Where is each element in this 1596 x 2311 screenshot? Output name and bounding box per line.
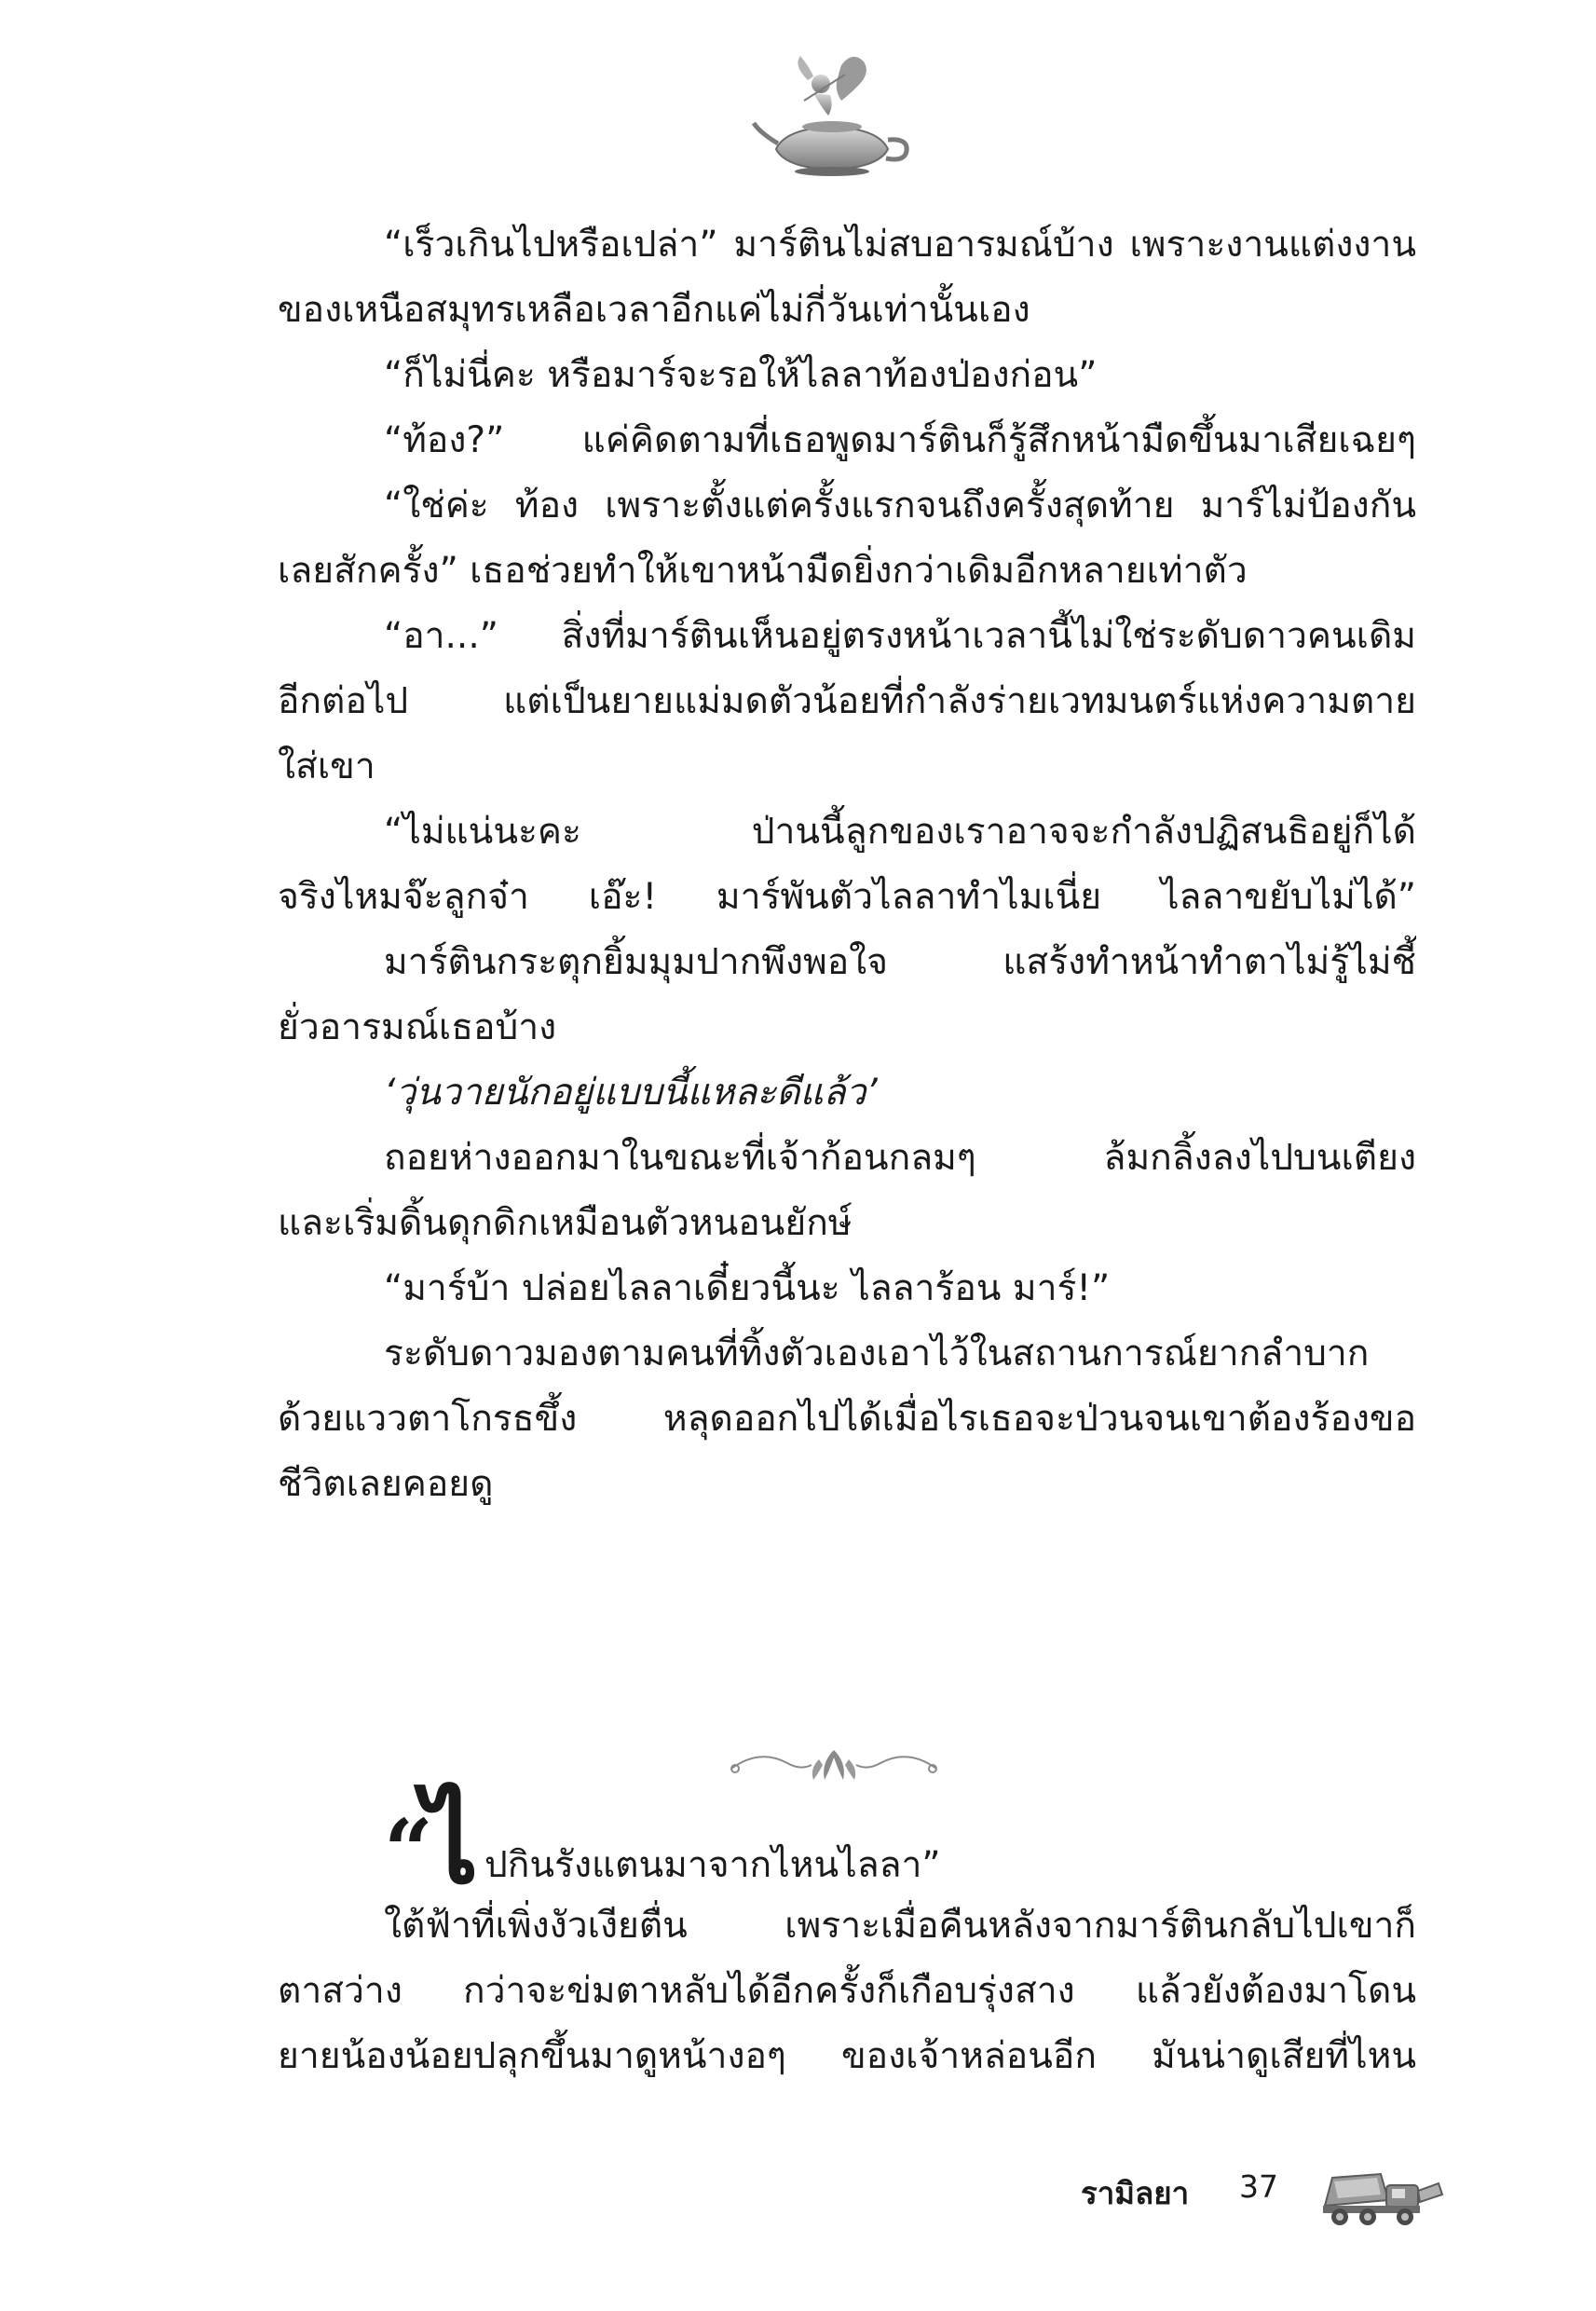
truck-icon	[1316, 2157, 1446, 2232]
text-line-4: “ใช่ค่ะ ท้อง เพราะตั้งแต่ครั้งแรกจนถึงครั้งสุดท้าย มาร์ไม่ป้องกัน	[384, 485, 1416, 526]
dropcap-quote: “	[384, 1800, 433, 1901]
text-line-continued-0: ใต้ฟ้าที่เพิ่งงัวเงียตื่น เพราะเมื่อคืนหลังจากมาร์ตินกลับไปเขาก็	[384, 1905, 1416, 1947]
dropcap-rest-text: ปกินรังแตนมาจากไหนไลลา”	[484, 1844, 941, 1886]
page-number: 37	[1239, 2168, 1278, 2205]
text-line-19: ชีวิตเลยคอยดู	[278, 1463, 494, 1505]
text-line-16: “มาร์บ้า ปล่อยไลลาเดี๋ยวนี้นะ ไลลาร้อน มาร์!”	[384, 1267, 1111, 1309]
text-line-8: ใส่เขา	[278, 745, 375, 787]
text-line-14: ถอยห่างออกมาในขณะที่เจ้าก้อนกลมๆ ล้มกลิ้งลงไปบนเตียง	[384, 1137, 1416, 1179]
text-line-0: “เร็วเกินไปหรือเปล่า” มาร์ตินไม่สบอารมณ์บ้าง เพราะงานแต่งงาน	[384, 224, 1416, 266]
text-line-continued-1: ตาสว่าง กว่าจะข่มตาหลับได้อีกครั้งก็เกือบรุ่งสาง แล้วยังต้องมาโดน	[278, 1970, 1416, 2012]
text-line-9: “ไม่แน่นะคะ ป่านนี้ลูกของเราอาจจะกำลังปฏิสนธิอยู่ก็ได้	[384, 811, 1416, 853]
text-line-17: ระดับดาวมองตามคนที่ทิ้งตัวเองเอาไว้ในสถานการณ์ยากลำบาก	[384, 1333, 1370, 1374]
text-line-13: ‘วุ่นวายนักอยู่แบบนี้แหละดีแล้ว’	[384, 1072, 878, 1114]
body-text	[278, 212, 1416, 1517]
text-line-12: ยั่วอารมณ์เธอบ้าง	[278, 1006, 557, 1048]
dropcap-line	[384, 1779, 1409, 1908]
text-line-6: “อา...” สิ่งที่มาร์ตินเห็นอยู่ตรงหน้าเวลานี้ไม่ใช่ระดับดาวคนเดิม	[384, 615, 1416, 657]
text-line-10: จริงไหมจ๊ะลูกจ๋า เอ๊ะ! มาร์พันตัวไลลาทำไมเนี่ย ไลลาขยับไม่ได้”	[278, 876, 1416, 918]
text-line-1: ของเหนือสมุทรเหลือเวลาอีกแค่ไม่กี่วันเท่านั้นเอง	[278, 289, 1030, 331]
cupid-teapot-ornament-icon	[748, 47, 916, 186]
section-divider-ornament-icon	[722, 1731, 946, 1797]
text-line-11: มาร์ตินกระตุกยิ้มมุมปากพึงพอใจ แสร้งทำหน้าทำตาไม่รู้ไม่ชี้	[384, 941, 1416, 983]
text-line-2: “ก็ไม่นี่คะ หรือมาร์จะรอให้ไลลาท้องป่องก่อน”	[384, 354, 1098, 396]
text-line-3: “ท้อง?” แค่คิดตามที่เธอพูดมาร์ตินก็รู้สึกหน้ามืดขึ้นมาเสียเฉยๆ	[384, 419, 1416, 461]
text-line-continued-2: ยายน้องน้อยปลุกขึ้นมาดูหน้างอๆ ของเจ้าหล่อนอีก มันน่าดูเสียที่ไหน	[278, 2035, 1416, 2077]
dropcap-letter: ไ	[423, 1779, 479, 1908]
text-line-5: เลยสักครั้ง” เธอช่วยทำให้เขาหน้ามืดยิ่งกว่าเดิมอีกหลายเท่าตัว	[278, 550, 1248, 592]
text-line-15: และเริ่มดิ้นดุกดิกเหมือนตัวหนอนยักษ์	[278, 1202, 853, 1244]
text-line-18: ด้วยแววตาโกรธขึ้ง หลุดออกไปได้เมื่อไรเธอจะป่วนจนเขาต้องร้องขอ	[278, 1398, 1416, 1440]
text-line-7: อีกต่อไป แต่เป็นยายแม่มดตัวน้อยที่กำลังร่ายเวทมนตร์แห่งความตาย	[278, 680, 1416, 722]
book-title: รามิลยา	[1081, 2175, 1190, 2211]
body-text-continued	[278, 1894, 1416, 2089]
page-footer	[1053, 2157, 1472, 2232]
